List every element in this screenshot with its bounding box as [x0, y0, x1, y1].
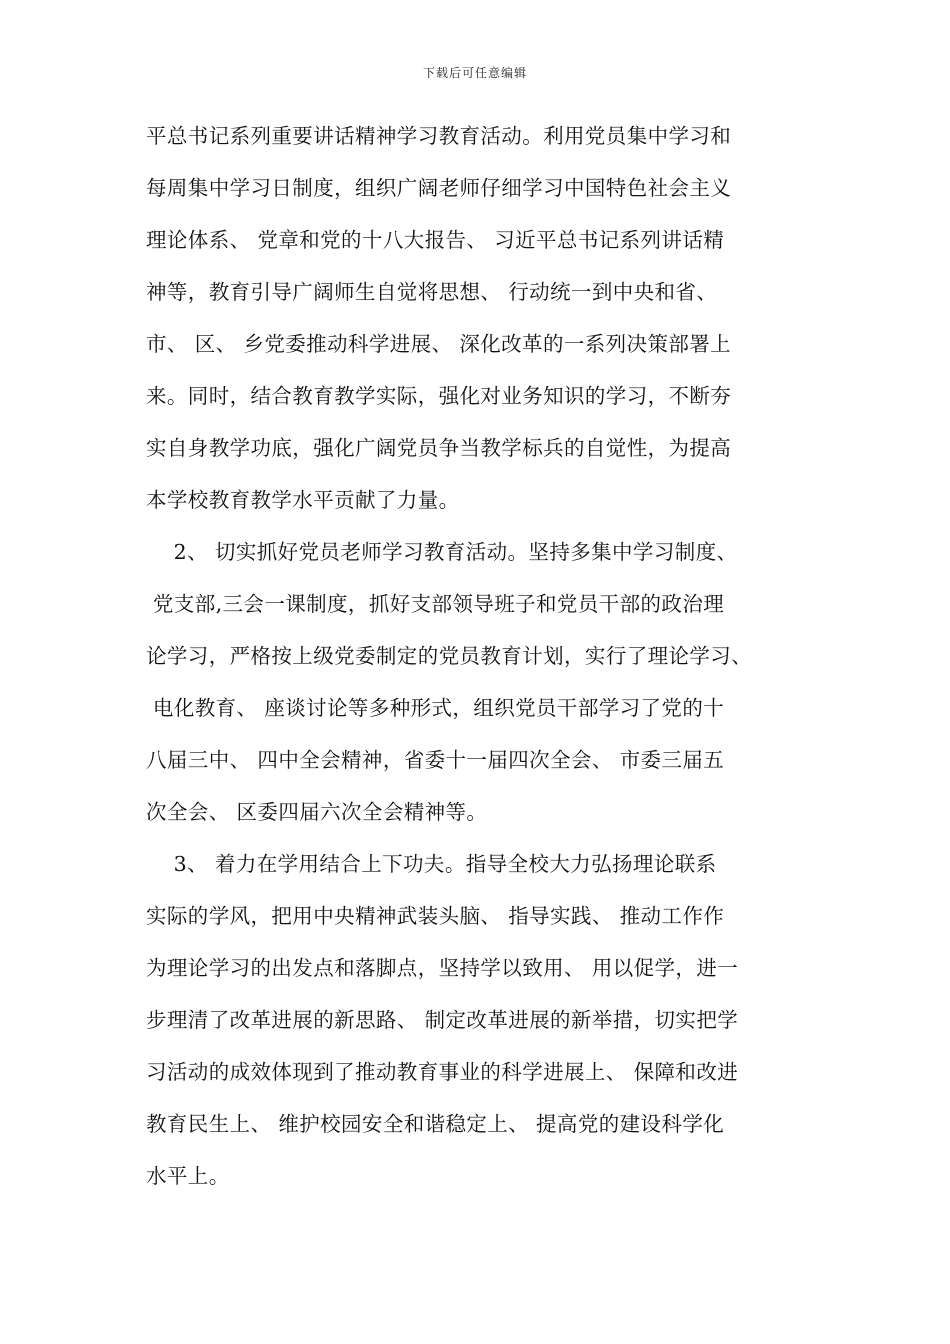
- text-line: 神等，教育引导广阔师生自觉将思想、 行动统一到中央和省、: [146, 280, 718, 304]
- text-line: 理论体系、 党章和党的十八大报告、 习近平总书记系列讲话精: [146, 228, 725, 252]
- text-line: 水平上。: [146, 1164, 230, 1188]
- text-line: 习活动的成效体现到了推动教育事业的科学进展上、 保障和改进: [146, 1060, 739, 1084]
- text-line: 八届三中、 四中全会精神，省委十一届四次全会、 市委三届五: [146, 748, 725, 772]
- text-line: 本学校教育教学水平贡献了力量。: [146, 488, 460, 512]
- text-line: 市、 区、 乡党委推动科学进展、 深化改革的一系列决策部署上: [146, 332, 732, 356]
- text-line: 平总书记系列重要讲话精神学习教育活动。利用党员集中学习和: [146, 124, 732, 148]
- text-line: 论学习，严格按上级党委制定的党员教育计划，实行了理论学习、: [146, 644, 753, 668]
- text-line: 来。同时，结合教育教学实际，强化对业务知识的学习，不断夯: [146, 384, 732, 408]
- page-header: 下载后可任意编辑: [422, 66, 527, 80]
- text-line: 步理清了改革进展的新思路、 制定改革进展的新举措，切实把学: [146, 1008, 739, 1032]
- text-line: 次全会、 区委四届六次全会精神等。: [146, 800, 488, 824]
- text-line: 2、 切实抓好党员老师学习教育活动。坚持多集中学习制度、: [146, 540, 738, 564]
- text-line: 3、 着力在学用结合上下功夫。指导全校大力弘扬理论联系: [146, 852, 717, 876]
- text-line: 党支部,三会一课制度，抓好支部领导班子和党员干部的政治理: [146, 592, 725, 616]
- text-line: 教育民生上、 维护校园安全和谐稳定上、 提高党的建设科学化: [146, 1112, 725, 1136]
- text-line: 实自身教学功底，强化广阔党员争当教学标兵的自觉性，为提高: [146, 436, 732, 460]
- text-line: 为理论学习的出发点和落脚点，坚持学以致用、 用以促学，进一: [146, 956, 739, 980]
- text-line: 每周集中学习日制度，组织广阔老师仔细学习中国特色社会主义: [146, 176, 732, 200]
- document-body: [146, 113, 816, 1205]
- text-line: 实际的学风，把用中央精神武装头脑、 指导实践、 推动工作作: [146, 904, 725, 928]
- text-line: 电化教育、 座谈讨论等多种形式，组织党员干部学习了党的十: [146, 696, 725, 720]
